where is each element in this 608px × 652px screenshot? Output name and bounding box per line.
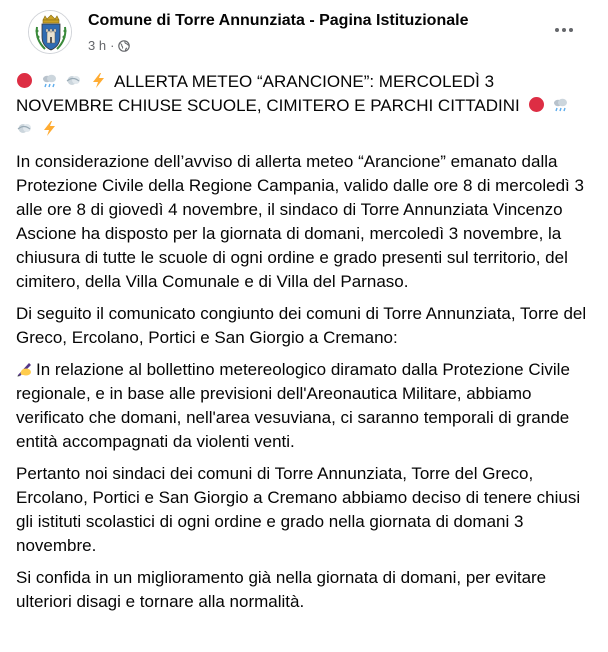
more-dot bbox=[569, 28, 573, 32]
red-circle-icon bbox=[528, 96, 545, 113]
meta-separator: · bbox=[110, 38, 115, 53]
post-paragraph: Si confida in un miglioramento già nella giornata di domani, per evitare ulteriori disagi e tornare alla normalità. bbox=[16, 568, 547, 611]
quote-text: In relazione al bollettino metereologico diramato dalla Protezione Civile regionale, e in base alle previsioni dell'Areonautica Militare, abbiamo verificato che domani, nell'area vesuviana, ci saranno temporali di grande entità accompagnati da violenti venti. bbox=[16, 360, 570, 451]
page-avatar[interactable] bbox=[28, 10, 72, 54]
post-title-text: ALLERTA METEO “ARANCIONE”: MERCOLEDÌ 3 NOVEMBRE CHIUSE SCUOLE, CIMITERO E PARCHI CITTADINI bbox=[16, 72, 520, 115]
wind-icon bbox=[65, 72, 82, 89]
globe-icon[interactable] bbox=[118, 40, 130, 52]
writing-hand-icon bbox=[16, 360, 33, 377]
post-title bbox=[16, 70, 588, 142]
more-options-icon[interactable] bbox=[550, 20, 578, 40]
lightning-icon bbox=[90, 72, 107, 89]
post-paragraph: Pertanto noi sindaci dei comuni di Torre Annunziata, Torre del Greco, Ercolano, Portici e San Giorgio a Cremano abbiamo deciso di tenere chiusi gli istituti scolastici di ogni ordine e grado nella giornata di domani 3 novembre. bbox=[16, 464, 581, 555]
red-circle-icon bbox=[16, 72, 33, 89]
post-meta bbox=[88, 38, 130, 53]
page-name-link[interactable]: Comune di Torre Annunziata - Pagina Istituzionale bbox=[88, 12, 469, 29]
post-paragraph: In considerazione dell’avviso di allerta meteo “Arancione” emanato dalla Protezione Civile della Regione Campania, valido dalle ore 8 di mercoledì 3 alle ore 8 di giovedì 4 novembre, il sindaco di Torre Annunziata Vincenzo Ascione ha disposto per la giornata di domani, mercoledì 3 novembre, la chiusura di tutte le scuole di ogni ordine e grado presenti sul territorio, del cimitero, della Villa Comunale e di Villa del Parnaso. bbox=[16, 152, 584, 291]
more-dot bbox=[562, 28, 566, 32]
post-header bbox=[16, 0, 592, 66]
cloud-rain-icon bbox=[552, 96, 569, 113]
post-timestamp[interactable]: 3 h bbox=[88, 38, 107, 53]
more-dot bbox=[555, 28, 559, 32]
post-paragraph: Di seguito il comunicato congiunto dei comuni di Torre Annunziata, Torre del Greco, Ercolano, Portici e San Giorgio a Cremano: bbox=[16, 304, 587, 347]
coat-of-arms-icon bbox=[29, 11, 72, 54]
post-paragraph-quote bbox=[16, 358, 588, 454]
post-body bbox=[16, 70, 592, 614]
lightning-icon bbox=[41, 120, 58, 137]
cloud-rain-icon bbox=[41, 72, 58, 89]
wind-icon bbox=[16, 120, 33, 137]
